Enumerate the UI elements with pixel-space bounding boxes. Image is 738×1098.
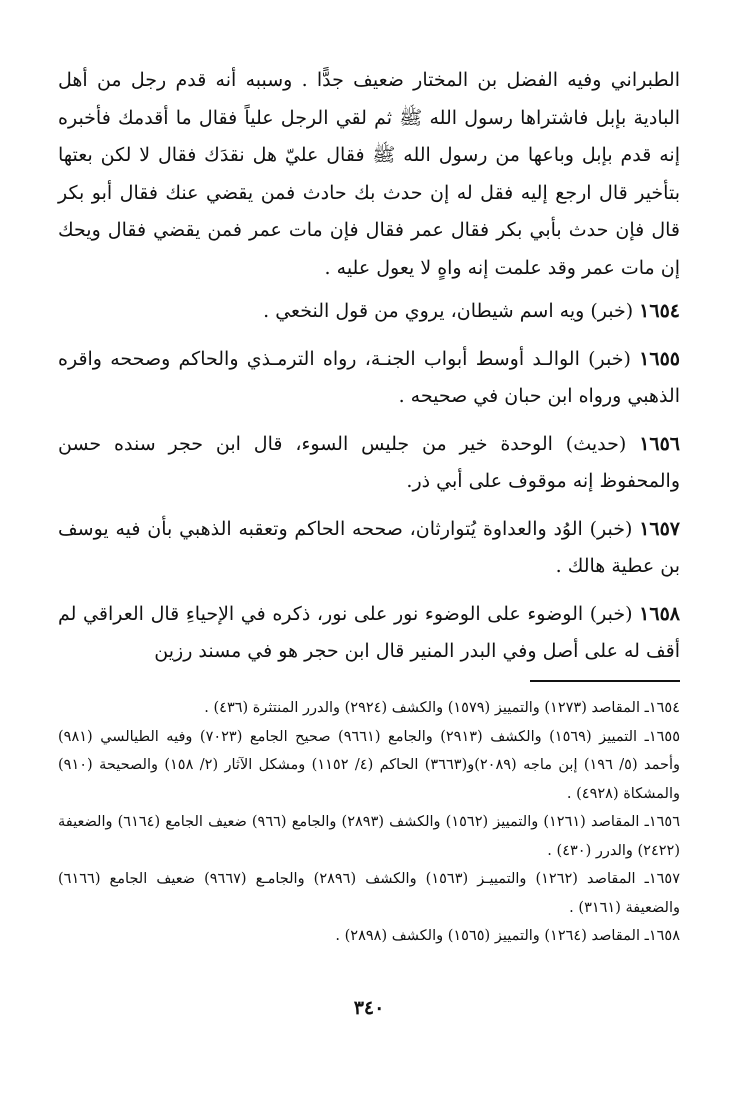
entry-1656	[58, 426, 680, 501]
footnote-divider	[530, 680, 680, 682]
footnote-1656: ١٦٥٦ـ المقاصد (١٢٦١) والتمييز (١٥٦٢) والكشف (٢٨٩٣) والجامع (٩٦٦) ضعيف الجامع (٦١٦٤) والضعيفة (٢٤٢٢) والدرر (٤٣٠) .	[58, 814, 680, 859]
entry-number: ١٦٥٤	[639, 300, 680, 322]
entry-text: (حديث) الوحدة خير من جليس السوء، قال ابن حجر سنده حسن والمحفوظ إنه موقوف على أبي ذر.	[58, 432, 680, 492]
entry-text: (خبر) الوالـد أوسط أبواب الجنـة، رواه الترمـذي والحاكم وصححه واقره الذهبي ورواه ابن حبان في صحيحه .	[58, 347, 680, 407]
footnote-1657: ١٦٥٧ـ المقاصد (١٢٦٢) والتمييـز (١٥٦٣) والكشف (٢٨٩٦) والجامـع (٩٦٦٧) ضعيف الجامع (٦١٦٦) والضعيفة (٣١٦١) .	[58, 871, 680, 916]
intro-paragraph: الطبراني وفيه الفضل بن المختار ضعيف جدًّا . وسببه أنه قدم رجل من أهل البادية بإبل فاشتراها رسول الله ﷺ ثم لقي الرجل علياً فقال ما أقدمك فأخبره إنه قدم بإبل وباعها من رسول الله ﷺ فقال عليّ هل نقدَك فقال لا لكن بعتها بتأخير قال ارجع إليه فقل له إن حدث بك حادث فمن يقضي عنك فقال أبو بكر قال فإن حدث بأبي بكر فقال عمر فقال فإن مات عمر فمن يقضي فقال ويحك إن مات عمر وقد علمت إنه واهٍ لا يعول عليه .	[58, 69, 680, 279]
entry-1655	[58, 341, 680, 416]
main-text	[58, 62, 680, 671]
entry-1654	[58, 293, 680, 331]
footnotes	[58, 694, 680, 951]
footnote-1655: ١٦٥٥ـ التمييز (١٥٦٩) والكشف (٢٩١٣) والجامع (٩٦٦١) صحيح الجامع (٧٠٢٣) وفيه الطيالسي (٩٨١) وأحمد (٥/ ١٩٦) إبن ماجه (٢٠٨٩)و(٣٦٦٣) الحاكم (٤/ ١١٥٢) ومشكل الآثار (٢/ ١٥٨) والصحيحة (٩١٠) والمشكاة (٤٩٢٨) .	[58, 728, 680, 802]
entry-text: (خبر) الوُد والعداوة يُتوارثان، صححه الحاكم وتعقبه الذهبي بأن فيه يوسف بن عطية هالك .	[58, 517, 680, 577]
entry-1658	[58, 596, 680, 671]
footnote-1658: ١٦٥٨ـ المقاصد (١٢٦٤) والتمييز (١٥٦٥) والكشف (٢٨٩٨) .	[335, 928, 680, 944]
entry-number: ١٦٥٦	[639, 432, 681, 455]
entry-number: ١٦٥٧	[639, 517, 681, 540]
entry-number: ١٦٥٨	[639, 602, 680, 625]
page	[58, 62, 680, 1062]
entry-text: (خبر) ويه اسم شيطان، يروي من قول النخعي .	[263, 300, 634, 322]
footnote-1654: ١٦٥٤ـ المقاصد (١٢٧٣) والتمييز (١٥٧٩) والكشف (٢٩٢٤) والدرر المنتثرة (٤٣٦) .	[204, 700, 680, 716]
entry-1657	[58, 511, 680, 586]
page-number: ٣٤٠	[353, 997, 385, 1019]
entry-number: ١٦٥٥	[639, 347, 680, 370]
entry-text: (خبر) الوضوء على الوضوء نور على نور، ذكره في الإحياءِ قال العراقي لم أقف له على أصل وفي البدر المنير قال ابن حجر هو في مسند رزين	[58, 602, 680, 662]
